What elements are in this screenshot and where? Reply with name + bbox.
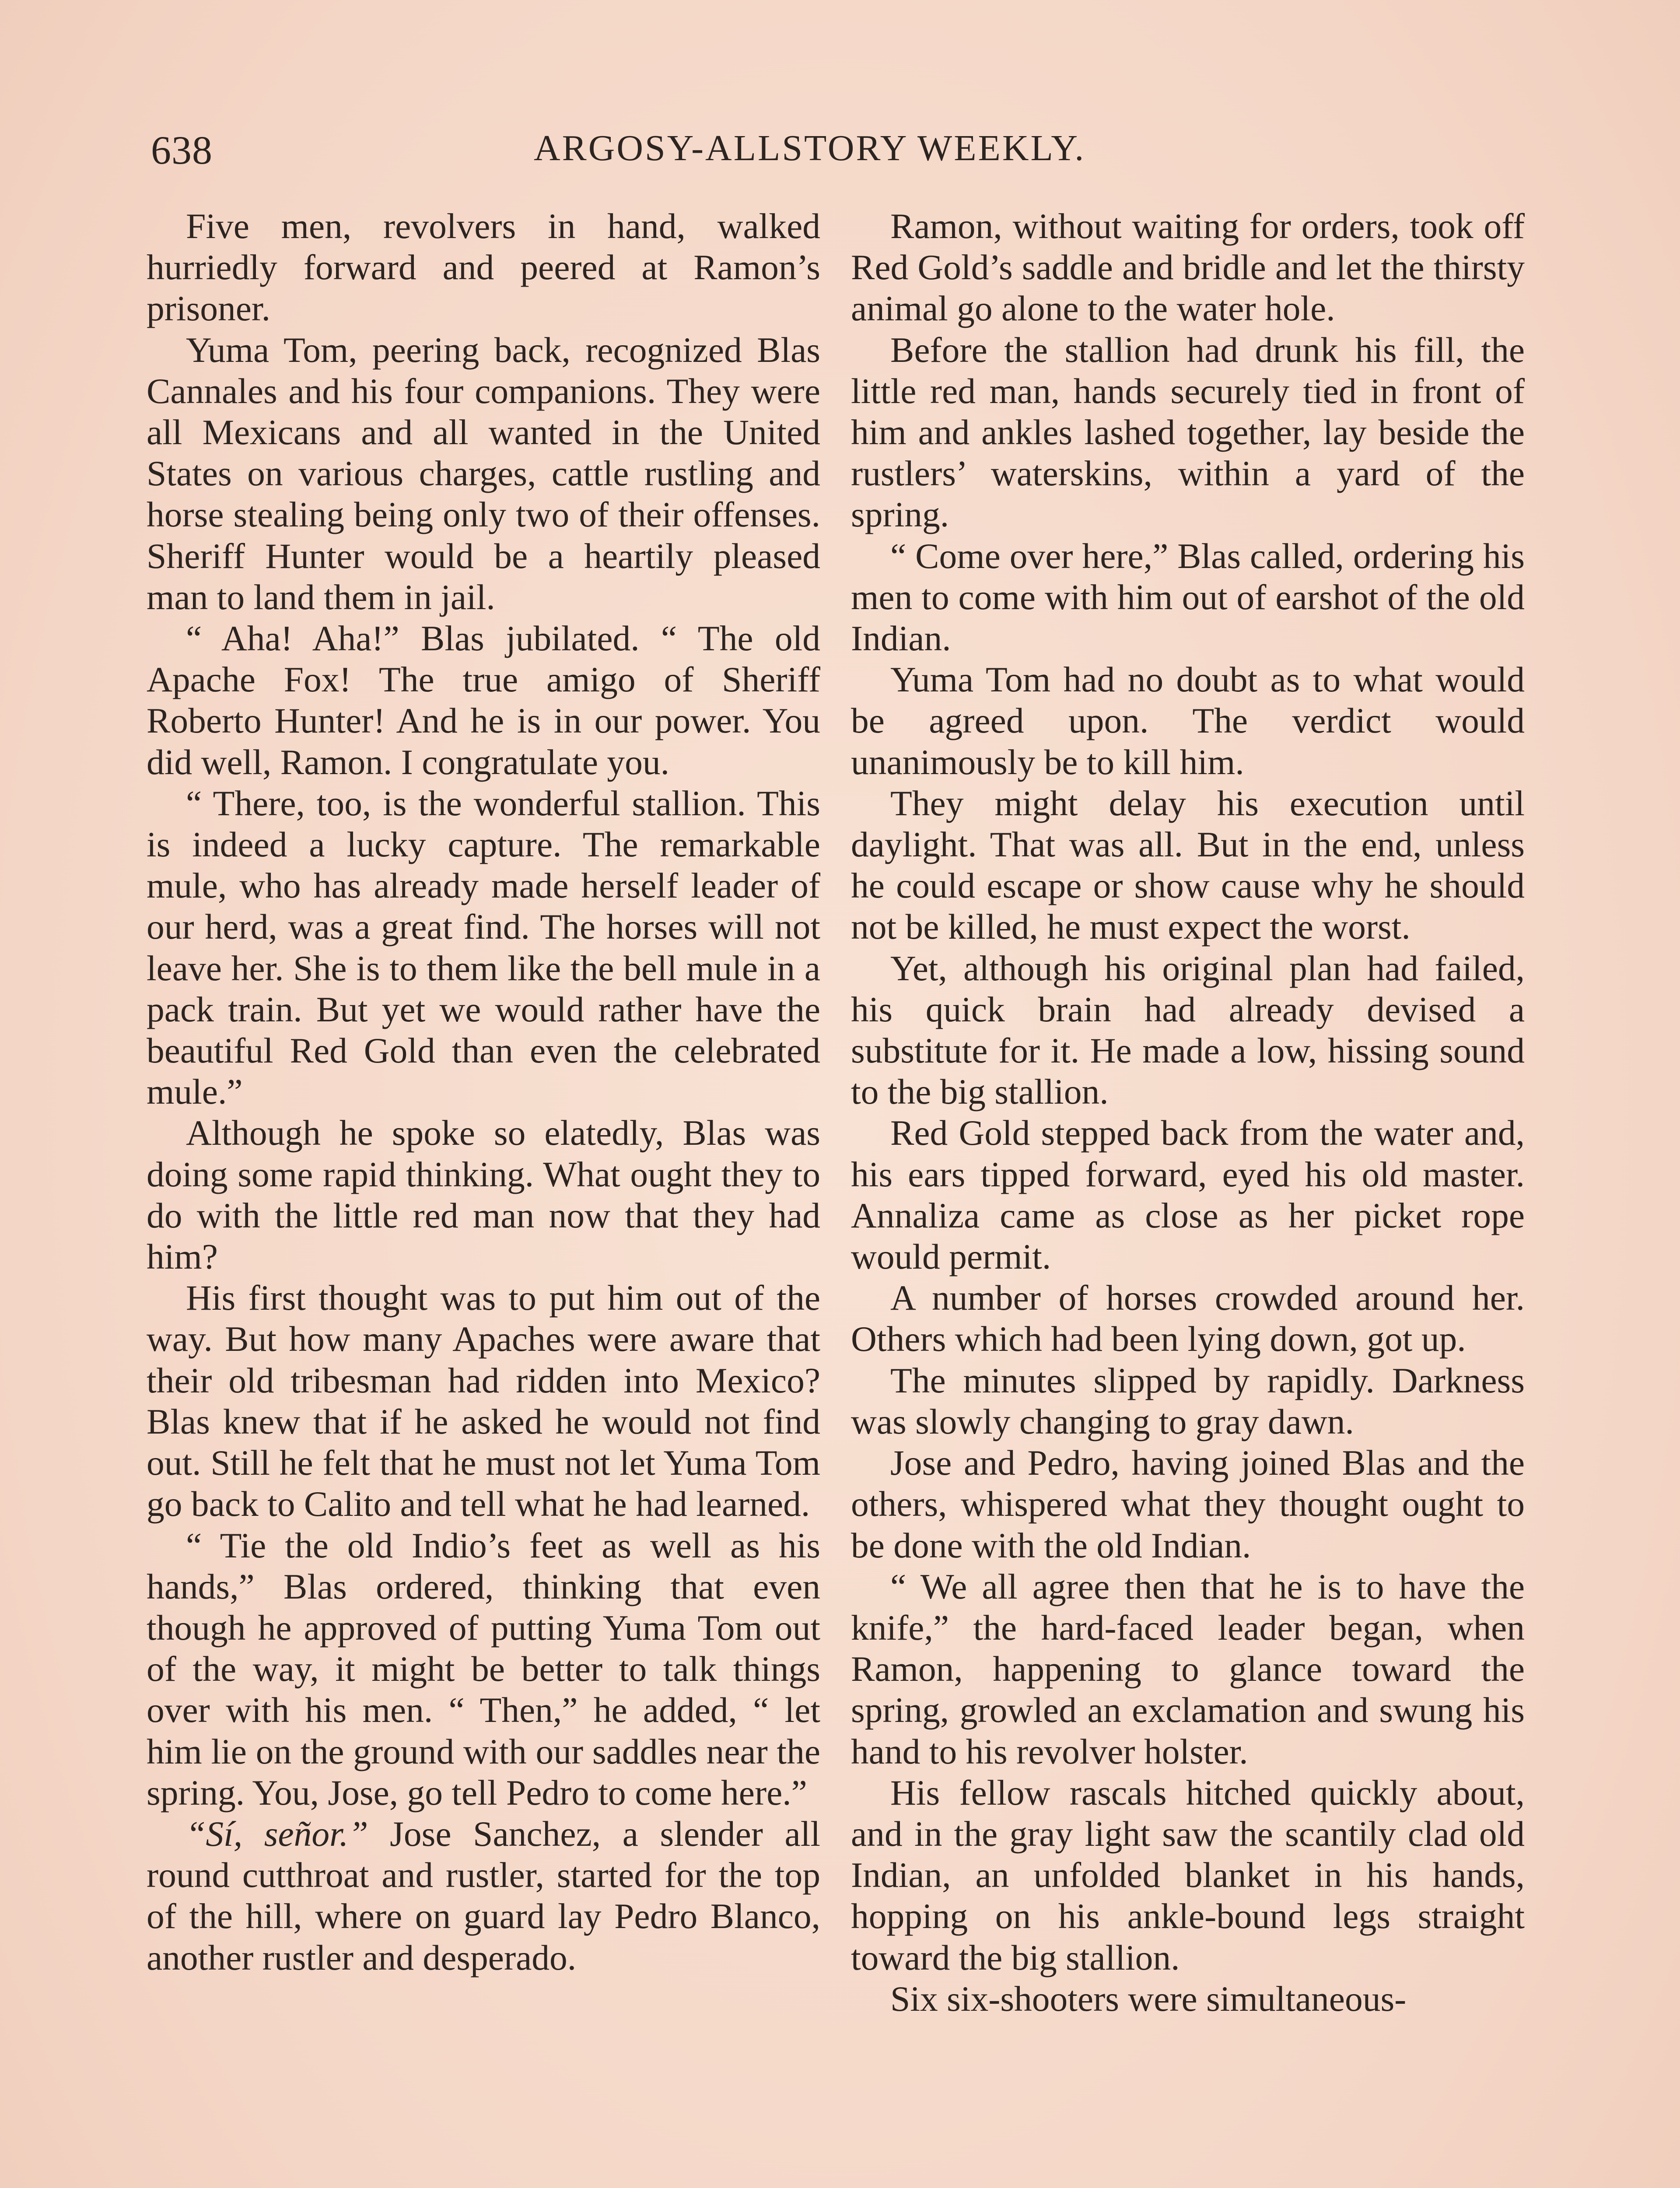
paragraph: They might delay his execution until daylight. That was all. But in the end, unless he could escape or show cause why he should not be killed, he must expect the worst. xyxy=(851,783,1525,947)
paragraph: The minutes slipped by rapidly. Darkness was slowly changing to gray dawn. xyxy=(851,1360,1525,1441)
paragraph: Although he spoke so elatedly, Blas was doing some rapid thinking. What ought they to do with the little red man now that they had him? xyxy=(147,1113,820,1277)
italic-reply: “Sí, señor.” xyxy=(186,1813,368,1854)
paragraph: Yet, although his original plan had failed, his quick brain had already devised a substitute for it. He made a low, hissing sound to the big stallion. xyxy=(851,948,1525,1112)
paragraph: Five men, revolvers in hand, walked hurriedly forward and peered at Ramon’s prisoner. xyxy=(147,206,820,329)
left-column xyxy=(147,206,820,1978)
paragraph: “ Aha! Aha!” Blas jubilated. “ The old Apache Fox! The true amigo of Sheriff Roberto Hunter! And he is in our power. You did well, Ramon. I congratulate you. xyxy=(147,618,820,782)
paragraph: Jose and Pedro, having joined Blas and the others, whispered what they thought ought to be done with the old Indian. xyxy=(851,1443,1525,1565)
right-column xyxy=(851,206,1525,2020)
paragraph: Ramon, without waiting for orders, took off Red Gold’s saddle and bridle and let the thirsty animal go alone to the water hole. xyxy=(851,206,1525,329)
running-title: ARGOSY-ALLSTORY WEEKLY. xyxy=(534,128,1086,168)
paragraph: “ Tie the old Indio’s feet as well as his hands,” Blas ordered, thinking that even though he approved of putting Yuma Tom out of the way, it might be better to talk things over with his men. “ Then,” he added, “ let him lie on the ground with our saddles near the spring. You, Jose, go tell Pedro to come here.” xyxy=(147,1525,820,1813)
paragraph: Before the stallion had drunk his fill, the little red man, hands securely tied in front of him and ankles lashed together, lay beside the rustlers’ waterskins, within a yard of the spring. xyxy=(851,330,1525,535)
running-header xyxy=(151,127,1157,184)
paragraph: Yuma Tom, peering back, recognized Blas Cannales and his four companions. They were all Mexicans and all wanted in the United States on various charges, cattle rustling and horse stealing being only two of their offenses. Sheriff Hunter would be a heartily pleased man to land them in jail. xyxy=(147,330,820,617)
paragraph-final-text: Jose Sanchez, a slender all round cutthroat and rustler, started for the top of the hill, where on guard lay Pedro Blanco, another rustler and desperado. xyxy=(147,1813,821,1978)
paragraph: Yuma Tom had no doubt as to what would be agreed upon. The verdict would unanimously be to kill him. xyxy=(851,659,1525,782)
paragraph: Red Gold stepped back from the water and, his ears tipped forward, eyed his old master. Annaliza came as close as her picket rope would permit. xyxy=(851,1113,1525,1277)
paragraph: “ We all agree then that he is to have the knife,” the hard-faced leader began, when Ramon, happening to glance toward the spring, growled an exclamation and swung his hand to his revolver holster. xyxy=(851,1566,1525,1771)
page-number: 638 xyxy=(151,128,213,172)
paragraph-final xyxy=(147,1813,820,1978)
paragraph: His first thought was to put him out of the way. But how many Apaches were aware that their old tribesman had ridden into Mexico? Blas knew that if he asked he would not find out. Still he felt that he must not let Yuma Tom go back to Calito and tell what he had learned. xyxy=(147,1278,820,1524)
paragraph: “ Come over here,” Blas called, ordering his men to come with him out of earshot of the old Indian. xyxy=(851,536,1525,659)
paragraph: Six six-shooters were simultaneous- xyxy=(890,1978,1407,2019)
paragraph: His fellow rascals hitched quickly about, and in the gray light saw the scantily clad old Indian, an unfolded blanket in his hands, hopping on his ankle-bound legs straight toward the big stallion. xyxy=(851,1772,1525,1978)
paragraph: “ There, too, is the wonderful stallion. This is indeed a lucky capture. The remarkable mule, who has already made herself leader of our herd, was a great find. The horses will not leave her. She is to them like the bell mule in a pack train. But yet we would rather have the beautiful Red Gold than even the celebrated mule.” xyxy=(147,783,820,1112)
paragraph: A number of horses crowded around her. Others which had been lying down, got up. xyxy=(851,1278,1525,1359)
